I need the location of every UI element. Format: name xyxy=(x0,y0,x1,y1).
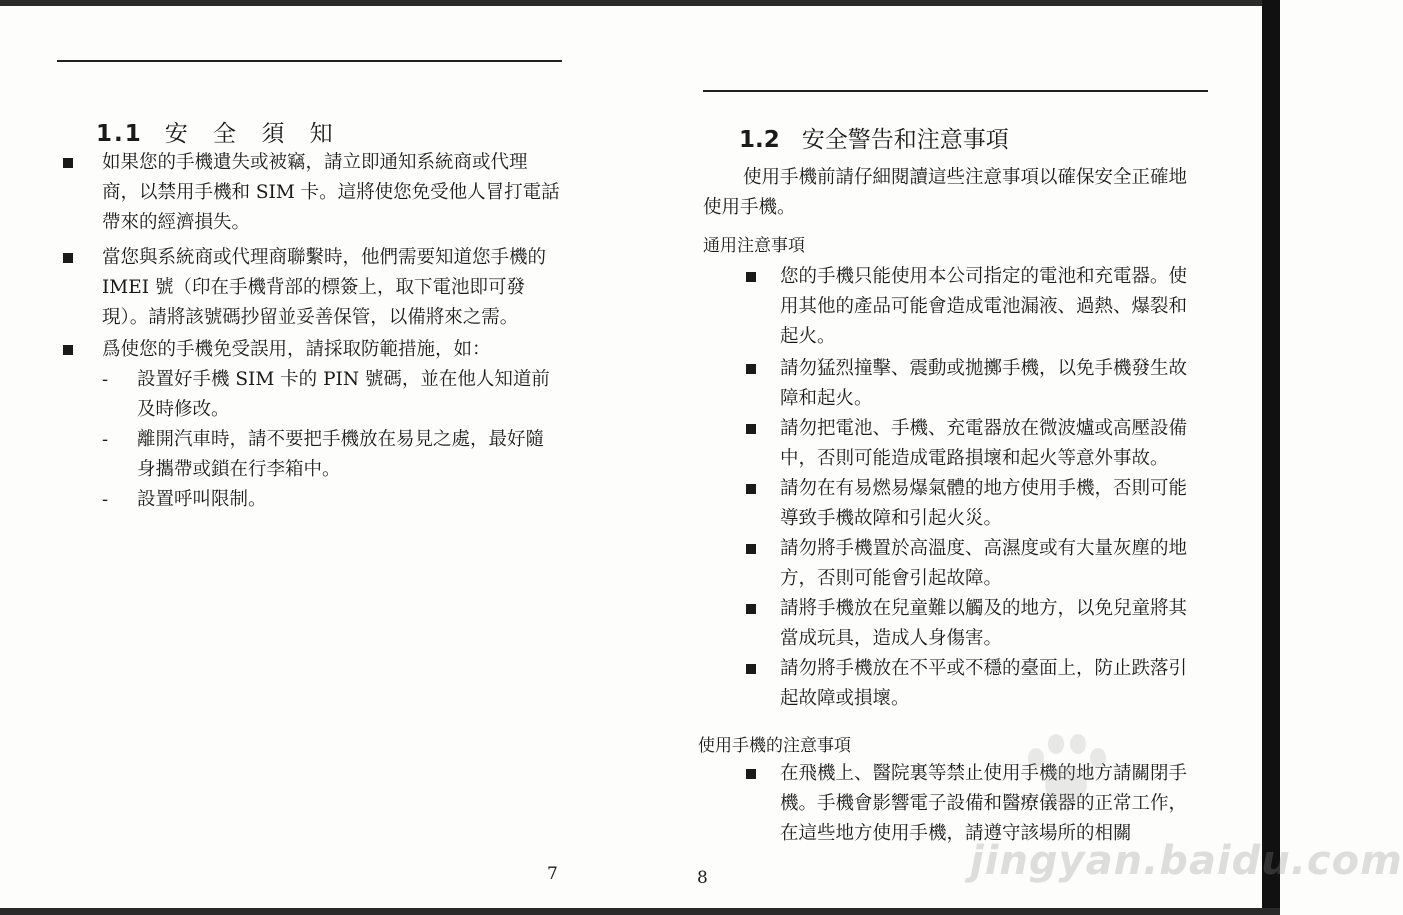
watermark-paw-icon xyxy=(1010,728,1120,818)
dash-icon: - xyxy=(102,489,109,510)
intro-paragraph: 使用手機前請仔細閱讀這些注意事項以確保安全正確地使用手機。 xyxy=(703,167,1188,218)
list-item: 請將手機放在兒童難以觸及的地方，以免兒童將其當成玩具，造成人身傷害。 xyxy=(780,598,1188,649)
section-title: 安全警告和注意事項 xyxy=(801,127,1009,153)
list-item: 請勿將手機置於高溫度、高濕度或有大量灰塵的地方，否則可能會引起故障。 xyxy=(780,538,1188,589)
scan-edge-right xyxy=(1262,0,1280,915)
usage-heading: 使用手機的注意事項 xyxy=(698,736,851,756)
dash-icon: - xyxy=(102,369,109,390)
section-heading xyxy=(739,121,1009,154)
left-page xyxy=(0,0,640,915)
list-item: 在飛機上、醫院裏等禁止使用手機的地方請關閉手機。手機會影響電子設備和醫療儀器的正常工作，在這些地方使用手機，請遵守該場所的相關 xyxy=(780,763,1188,844)
section-heading xyxy=(96,115,342,148)
bullet-icon xyxy=(746,664,756,674)
list-item: 請勿在有易燃易爆氣體的地方使用手機，否則可能導致手機故障和引起火災。 xyxy=(780,478,1188,529)
page-number: 8 xyxy=(697,868,708,888)
general-heading: 通用注意事項 xyxy=(703,236,805,256)
bullet-icon xyxy=(746,544,756,554)
bullet-icon xyxy=(746,364,756,374)
list-item: 請勿將手機放在不平或不穩的臺面上，防止跌落引起故障或損壞。 xyxy=(780,658,1188,709)
list-item: 您的手機只能使用本公司指定的電池和充電器。使用其他的產品可能會造成電池漏液、過熱、爆裂和起火。 xyxy=(780,266,1188,347)
bullet-icon xyxy=(746,604,756,614)
bullet-icon xyxy=(63,253,73,263)
bullet-icon xyxy=(746,272,756,282)
bullet-icon xyxy=(746,769,756,779)
bullet-icon xyxy=(63,158,73,168)
sub-list-item: 離開汽車時，請不要把手機放在易見之處，最好隨身攜帶或鎖在行李箱中。 xyxy=(137,429,545,480)
page-number: 7 xyxy=(547,864,558,884)
sub-list-item: 設置呼叫限制。 xyxy=(137,489,267,510)
section-number: 1.1 xyxy=(96,121,143,147)
header-rule xyxy=(57,60,562,62)
section-title: 安 全 須 知 xyxy=(164,121,342,147)
bullet-icon xyxy=(746,484,756,494)
list-item: 請勿把電池、手機、充電器放在微波爐或高壓設備中，否則可能造成電路損壞和起火等意外事故。 xyxy=(780,418,1188,469)
section-number: 1.2 xyxy=(739,127,780,153)
list-item: 如果您的手機遺失或被竊，請立即通知系統商或代理商，以禁用手機和 SIM 卡。這將使您免受他人冒打電話帶來的經濟損失。 xyxy=(102,152,560,233)
sub-list-item: 設置好手機 SIM 卡的 PIN 號碼，並在他人知道前及時修改。 xyxy=(137,369,550,420)
dash-icon: - xyxy=(102,429,109,450)
bullet-icon xyxy=(746,424,756,434)
list-item: 當您與系統商或代理商聯繫時，他們需要知道您手機的 IMEI 號（印在手機背部的標簽上，取下電池即可發現）。請將該號碼抄留並妥善保管，以備將來之需。 xyxy=(102,247,547,328)
watermark-text: jingyan.baidu.com xyxy=(970,838,1403,884)
bullet-icon xyxy=(63,345,73,355)
list-item: 請勿猛烈撞擊、震動或拋擲手機，以免手機發生故障和起火。 xyxy=(780,358,1188,409)
header-rule xyxy=(703,90,1208,92)
list-item: 爲使您的手機免受誤用，請採取防範措施，如： xyxy=(102,339,491,360)
right-page xyxy=(640,0,1262,915)
